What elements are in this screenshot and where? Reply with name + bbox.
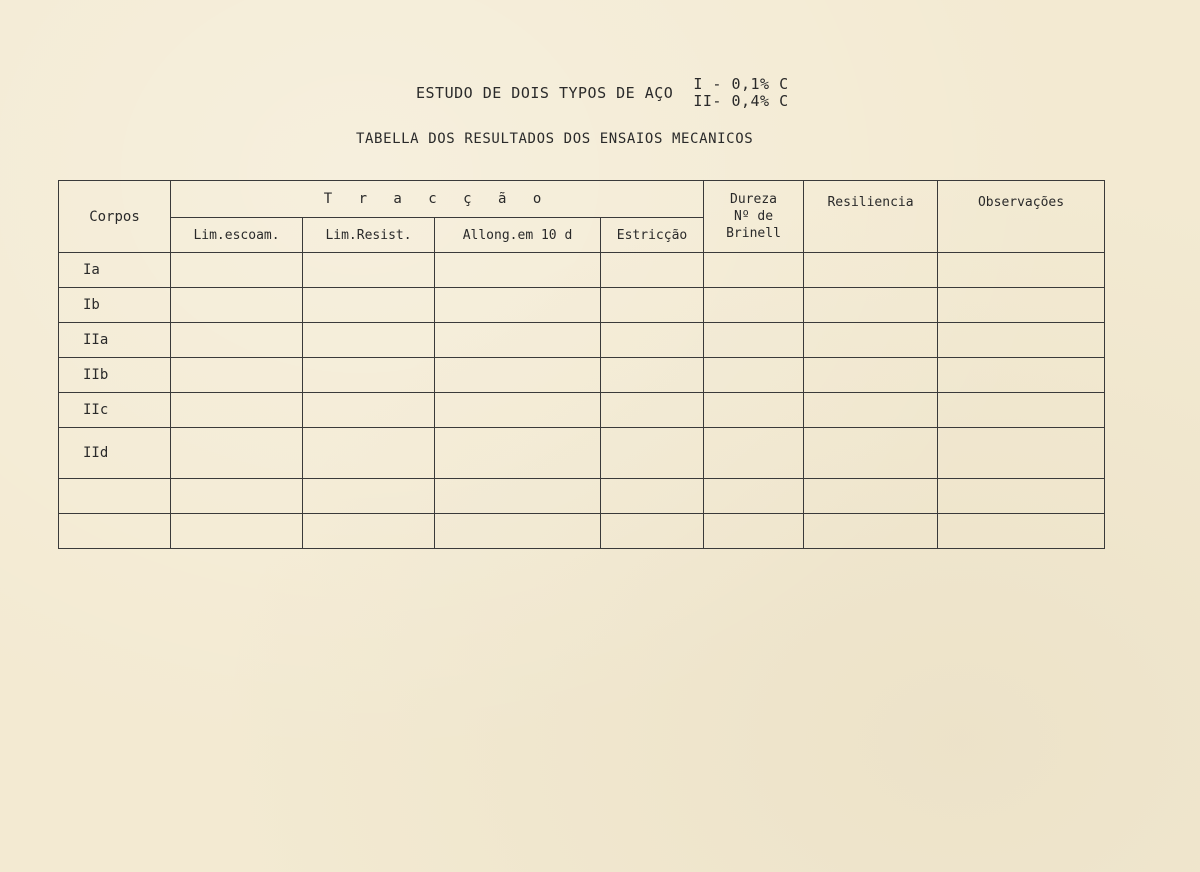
table-cell (804, 428, 938, 479)
table-row (59, 514, 1105, 549)
table-cell (804, 514, 938, 549)
table-cell (804, 358, 938, 393)
table-row (59, 358, 1105, 393)
table-cell (601, 288, 704, 323)
table-cell (938, 393, 1105, 428)
row-label: IIb (59, 358, 171, 393)
row-label: Ib (59, 288, 171, 323)
table-cell (601, 393, 704, 428)
table-cell (704, 479, 804, 514)
header-dureza (704, 181, 804, 253)
table-cell (435, 358, 601, 393)
table-cell (171, 253, 303, 288)
table-cell (938, 253, 1105, 288)
table-cell (435, 514, 601, 549)
table-cell (303, 288, 435, 323)
table-cell (704, 358, 804, 393)
table-cell (704, 253, 804, 288)
table-cell (303, 428, 435, 479)
header-dureza-line-2: Nº de (733, 209, 774, 224)
table-cell (804, 288, 938, 323)
table-cell (171, 323, 303, 358)
table-cell (804, 393, 938, 428)
table-cell (938, 288, 1105, 323)
header-traccao: T r a c ç ã o (171, 181, 704, 218)
table-cell (938, 479, 1105, 514)
table-cell (435, 323, 601, 358)
table-cell (938, 358, 1105, 393)
table-cell (303, 514, 435, 549)
steel-type-2: II- 0,4% C (693, 92, 789, 110)
table-cell (704, 393, 804, 428)
table-cell (601, 479, 704, 514)
header-corpos: Corpos (59, 181, 171, 253)
table-row (59, 393, 1105, 428)
table-cell (303, 393, 435, 428)
header-lim-escoam: Lim.escoam. (171, 218, 303, 253)
header-lim-resist: Lim.Resist. (303, 218, 435, 253)
table-cell (704, 428, 804, 479)
table-cell (171, 428, 303, 479)
table-row (59, 253, 1105, 288)
table-row (59, 479, 1105, 514)
table-cell (435, 253, 601, 288)
table-cell (601, 358, 704, 393)
header-estriccao: Estricção (601, 218, 704, 253)
table-cell (171, 479, 303, 514)
row-label (59, 514, 171, 549)
table-cell (303, 253, 435, 288)
row-label: Ia (59, 253, 171, 288)
header-allong: Allong.em 10 d (435, 218, 601, 253)
row-label: IId (59, 428, 171, 479)
table-row (59, 428, 1105, 479)
table-cell (435, 393, 601, 428)
results-table-wrapper (58, 180, 1104, 549)
table-cell (601, 323, 704, 358)
steel-types (693, 76, 788, 110)
table-cell (704, 288, 804, 323)
table-cell (804, 479, 938, 514)
table-cell (171, 288, 303, 323)
table-row (59, 288, 1105, 323)
row-label: IIa (59, 323, 171, 358)
table-cell (804, 253, 938, 288)
document-subtitle: TABELLA DOS RESULTADOS DOS ENSAIOS MECANICOS (356, 131, 754, 147)
table-cell (804, 323, 938, 358)
header-dureza-line-3: Brinell (726, 226, 781, 241)
table-cell (435, 479, 601, 514)
table-cell (171, 514, 303, 549)
table-cell (601, 428, 704, 479)
table-cell (938, 428, 1105, 479)
table-cell (435, 428, 601, 479)
table-cell (303, 358, 435, 393)
table-cell (938, 514, 1105, 549)
steel-type-1: I - 0,1% C (693, 75, 789, 93)
document-title-block (416, 76, 789, 110)
table-cell (601, 514, 704, 549)
table-cell (938, 323, 1105, 358)
document-title: ESTUDO DE DOIS TYPOS DE AÇO (416, 84, 674, 102)
table-cell (704, 514, 804, 549)
table-cell (171, 393, 303, 428)
header-observacoes: Observações (938, 181, 1105, 253)
table-cell (171, 358, 303, 393)
table-cell (435, 288, 601, 323)
table-row (59, 323, 1105, 358)
table-cell (303, 479, 435, 514)
row-label (59, 479, 171, 514)
table-cell (704, 323, 804, 358)
header-resiliencia: Resiliencia (804, 181, 938, 253)
results-table (58, 180, 1105, 549)
table-cell (303, 323, 435, 358)
header-dureza-line-1: Dureza (730, 192, 777, 207)
row-label: IIc (59, 393, 171, 428)
table-cell (601, 253, 704, 288)
